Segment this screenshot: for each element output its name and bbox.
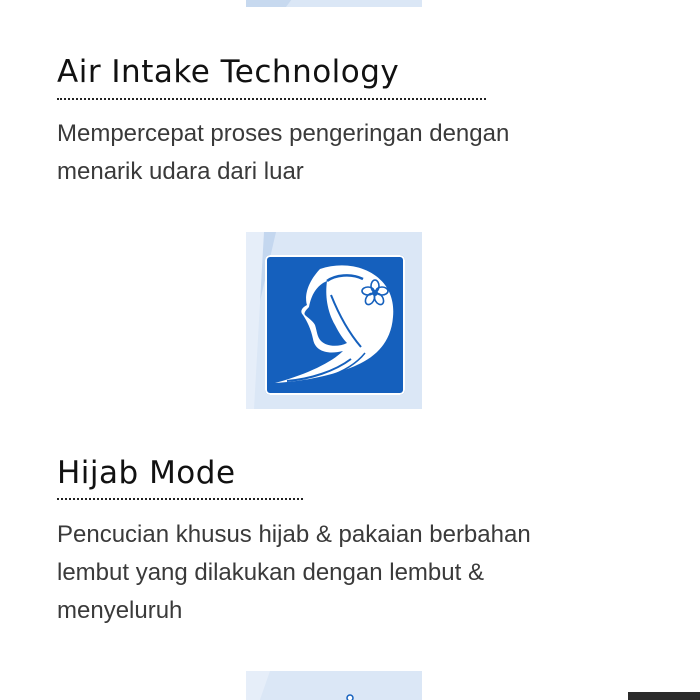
feature-image-next [246, 671, 422, 700]
feature-title-hijab-mode: Hijab Mode [57, 455, 236, 491]
feature-title-air-intake: Air Intake Technology [57, 54, 400, 90]
feature-description-hijab-mode: Pencucian khusus hijab & pakaian berbahan lembut yang dilakukan dengan lembut & menyeluruh [57, 521, 531, 624]
feature-image-hijab-mode [246, 232, 422, 409]
feature-description-air-intake: Mempercepat proses pengeringan dengan menarik udara dari luar [57, 120, 510, 185]
hijab-woman-icon [265, 255, 405, 395]
tile-background [246, 0, 422, 7]
tile-background [246, 671, 422, 700]
scroll-to-top-button[interactable] [628, 692, 700, 700]
hijab-mode-icon-badge [265, 255, 405, 395]
feature-image-previous [246, 0, 422, 7]
title-underline [57, 98, 486, 100]
title-underline [57, 498, 303, 500]
